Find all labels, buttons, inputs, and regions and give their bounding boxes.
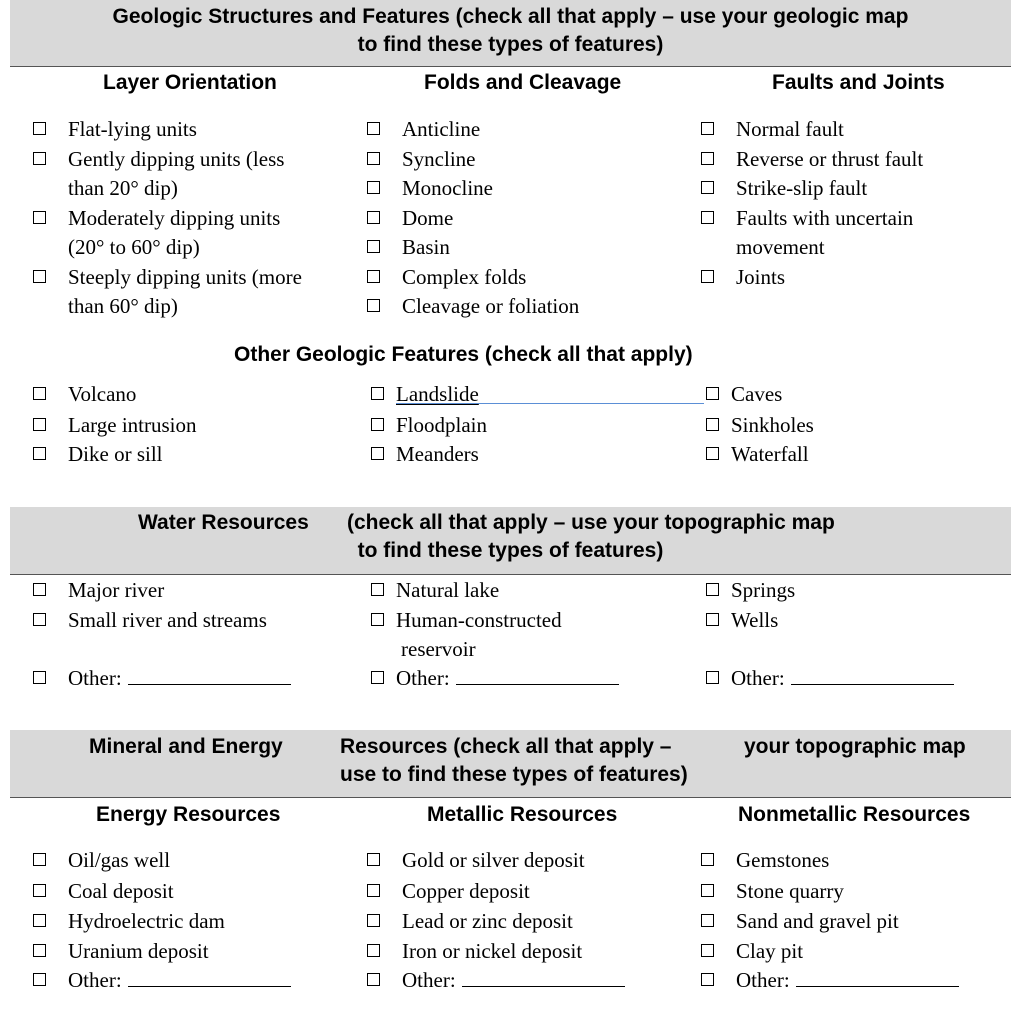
item-stone-quarry: Stone quarry [736,879,844,903]
checkbox-sand-gravel[interactable] [701,914,714,927]
energy-other-label: Other: [68,968,122,992]
mineral-title-c: your topographic map [744,735,966,758]
checkbox-uncertain-faults[interactable] [701,211,714,224]
water-other-1-blank[interactable] [128,666,291,685]
geologic-header-band [10,0,1011,67]
item-dike-sill: Dike or sill [68,442,163,466]
item-gently-dipping-cont: than 20° dip) [68,176,178,200]
checkbox-cleavage[interactable] [367,299,380,312]
mineral-title-b: Resources (check all that apply – [340,735,672,758]
nonmetallic-other-blank[interactable] [796,968,959,987]
item-reverse-fault: Reverse or thrust fault [736,147,924,171]
checkbox-metallic-other[interactable] [367,973,380,986]
item-small-river: Small river and streams [68,608,267,632]
checkbox-reverse-fault[interactable] [701,152,714,165]
item-syncline: Syncline [402,147,476,171]
checkbox-floodplain[interactable] [371,418,384,431]
faults-joints-heading: Faults and Joints [772,71,945,94]
item-gently-dipping: Gently dipping units (less [68,147,285,171]
checkbox-dome[interactable] [367,211,380,224]
item-water-other-3 [731,664,954,693]
checkbox-caves[interactable] [706,387,719,400]
checkbox-coal[interactable] [33,884,46,897]
mineral-title-a: Mineral and Energy [89,735,283,758]
item-dome: Dome [402,206,454,230]
checkbox-sinkholes[interactable] [706,418,719,431]
item-metallic-other [402,966,625,995]
item-meanders: Meanders [396,442,479,466]
item-cleavage: Cleavage or foliation [402,294,580,318]
item-floodplain: Floodplain [396,413,488,437]
item-iron-nickel: Iron or nickel deposit [402,939,583,963]
item-monocline: Monocline [402,176,493,200]
checkbox-dike-sill[interactable] [33,447,46,460]
item-normal-fault: Normal fault [736,117,844,141]
item-flat-lying: Flat-lying units [68,117,197,141]
item-nonmetallic-other [736,966,959,995]
checkbox-major-river[interactable] [33,583,46,596]
energy-heading: Energy Resources [96,803,281,826]
item-uncertain-faults: Faults with uncertain [736,206,914,230]
water-other-3-label: Other: [731,666,785,690]
item-wells: Wells [731,608,779,632]
checkbox-meanders[interactable] [371,447,384,460]
item-natural-lake: Natural lake [396,578,500,602]
item-moderately-dipping-cont: (20° to 60° dip) [68,235,200,259]
checkbox-clay-pit[interactable] [701,944,714,957]
energy-other-blank[interactable] [128,968,291,987]
water-other-1-label: Other: [68,666,122,690]
item-oil-gas: Oil/gas well [68,848,171,872]
landslide-underline [396,403,704,404]
item-waterfall: Waterfall [731,442,809,466]
water-title-b: (check all that apply – use your topographic map [347,511,835,534]
checkbox-uranium[interactable] [33,944,46,957]
checkbox-gold-silver[interactable] [367,853,380,866]
checkbox-stone-quarry[interactable] [701,884,714,897]
item-coal: Coal deposit [68,879,174,903]
item-reservoir-cont: reservoir [401,637,476,661]
nonmetallic-heading: Nonmetallic Resources [738,803,971,826]
nonmetallic-other-label: Other: [736,968,790,992]
checkbox-water-other-3[interactable] [706,671,719,684]
item-sand-gravel: Sand and gravel pit [736,909,899,933]
checkbox-hydro-dam[interactable] [33,914,46,927]
checkbox-small-river[interactable] [33,613,46,626]
checkbox-gently-dipping[interactable] [33,152,46,165]
item-hydro-dam: Hydroelectric dam [68,909,225,933]
geologic-title-line1: Geologic Structures and Features (check all that apply – use your geologic map [112,5,909,28]
checkbox-moderately-dipping[interactable] [33,211,46,224]
water-header-band [10,507,1011,575]
water-other-3-blank[interactable] [791,666,954,685]
checkbox-water-other-2[interactable] [371,671,384,684]
item-complex-folds: Complex folds [402,265,527,289]
item-water-other-1 [68,664,291,693]
checkbox-joints[interactable] [701,270,714,283]
checkbox-waterfall[interactable] [706,447,719,460]
item-joints: Joints [736,265,786,289]
mineral-header-band [10,730,1011,798]
checkbox-gemstones[interactable] [701,853,714,866]
checkbox-strike-slip[interactable] [701,181,714,194]
checkbox-basin[interactable] [367,240,380,253]
checkbox-lead-zinc[interactable] [367,914,380,927]
checkbox-reservoir[interactable] [371,613,384,626]
item-water-other-2 [396,664,619,693]
other-features-heading: Other Geologic Features (check all that apply) [234,343,693,366]
layer-orientation-heading: Layer Orientation [103,71,277,94]
checkbox-nonmetallic-other[interactable] [701,973,714,986]
metallic-other-blank[interactable] [462,968,625,987]
water-other-2-blank[interactable] [456,666,619,685]
checkbox-flat-lying[interactable] [33,122,46,135]
item-gold-silver: Gold or silver deposit [402,848,585,872]
checkbox-complex-folds[interactable] [367,270,380,283]
water-title-a: Water Resources [138,511,309,534]
item-landslide: Landslide [396,382,479,406]
mineral-title-line2: use to find these types of features) [340,763,688,786]
item-sinkholes: Sinkholes [731,413,814,437]
checkbox-energy-other[interactable] [33,973,46,986]
checkbox-volcano[interactable] [33,387,46,400]
checkbox-copper[interactable] [367,884,380,897]
item-lead-zinc: Lead or zinc deposit [402,909,573,933]
water-title-line2: to find these types of features) [357,539,664,562]
checkbox-landslide[interactable] [371,387,384,400]
checkbox-wells[interactable] [706,613,719,626]
item-volcano: Volcano [68,382,137,406]
item-major-river: Major river [68,578,165,602]
checkbox-natural-lake[interactable] [371,583,384,596]
checkbox-monocline[interactable] [367,181,380,194]
water-other-2-label: Other: [396,666,450,690]
checkbox-water-other-1[interactable] [33,671,46,684]
item-uranium: Uranium deposit [68,939,209,963]
item-copper: Copper deposit [402,879,530,903]
item-springs: Springs [731,578,796,602]
metallic-heading: Metallic Resources [427,803,618,826]
item-anticline: Anticline [402,117,481,141]
item-strike-slip: Strike-slip fault [736,176,868,200]
checkbox-springs[interactable] [706,583,719,596]
metallic-other-label: Other: [402,968,456,992]
item-gemstones: Gemstones [736,848,830,872]
item-moderately-dipping: Moderately dipping units [68,206,281,230]
checkbox-anticline[interactable] [367,122,380,135]
geologic-title-line2: to find these types of features) [357,33,664,56]
checkbox-syncline[interactable] [367,152,380,165]
item-reservoir: Human-constructed [396,608,562,632]
checkbox-steeply-dipping[interactable] [33,270,46,283]
item-clay-pit: Clay pit [736,939,804,963]
item-steeply-dipping: Steeply dipping units (more [68,265,302,289]
item-basin: Basin [402,235,450,259]
checkbox-normal-fault[interactable] [701,122,714,135]
item-caves: Caves [731,382,783,406]
checkbox-large-intrusion[interactable] [33,418,46,431]
item-uncertain-faults-cont: movement [736,235,825,259]
item-energy-other [68,966,291,995]
item-large-intrusion: Large intrusion [68,413,197,437]
checkbox-iron-nickel[interactable] [367,944,380,957]
folds-cleavage-heading: Folds and Cleavage [424,71,622,94]
item-steeply-dipping-cont: than 60° dip) [68,294,178,318]
checkbox-oil-gas[interactable] [33,853,46,866]
